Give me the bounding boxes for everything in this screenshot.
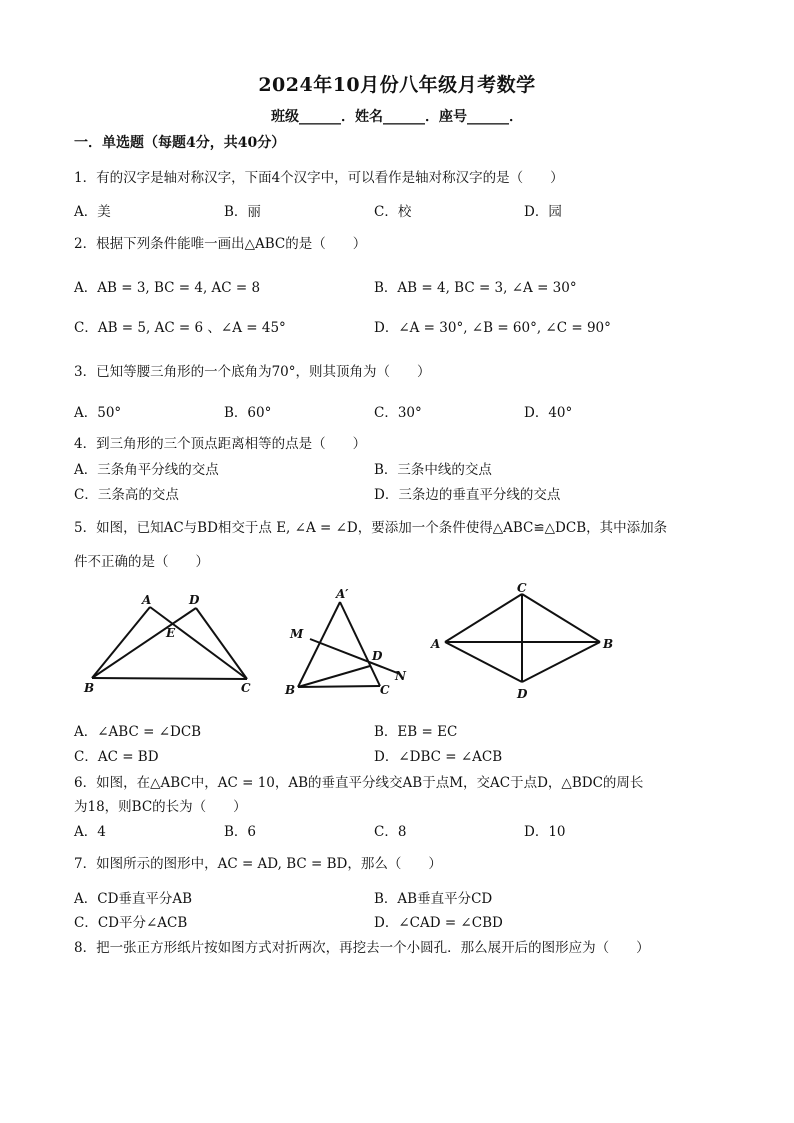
fig2-label-c: C — [380, 683, 390, 697]
fig1-label-e: E — [166, 626, 176, 640]
question-2-option-d: D．∠A = 30°, ∠B = 60°, ∠C = 90° — [374, 320, 611, 336]
question-1-option-a: A．美 — [74, 204, 111, 220]
question-5-option-d: D．∠DBC = ∠ACB — [374, 749, 503, 765]
question-3-option-b: B．60° — [224, 405, 272, 421]
question-6-stem-line1: 6．如图，在△ABC中，AC = 10，AB的垂直平分线交AB于点M，交AC于点D，△BDC的周长 — [74, 775, 644, 791]
question-6-option-a: A．4 — [74, 824, 106, 840]
question-8-stem: 8．把一张正方形纸片按如图方式对折两次，再挖去一个小圆孔．那么展开后的图形应为（ ） — [74, 940, 650, 956]
question-1-option-c: C．校 — [374, 204, 412, 220]
fig1-label-a: A — [142, 593, 152, 607]
fig1-label-c: C — [241, 681, 251, 695]
question-7-option-c: C．CD平分∠ACB — [74, 915, 188, 931]
question-2-option-b: B．AB = 4, BC = 3, ∠A = 30° — [374, 280, 577, 296]
question-4-option-b: B．三条中线的交点 — [374, 462, 492, 478]
page-title: 2024年10月份八年级月考数学 — [258, 74, 536, 96]
student-info-line: 班级______．姓名______．座号______． — [271, 109, 523, 125]
fig2-label-m: M — [290, 627, 304, 641]
fig3-label-a: A — [431, 637, 441, 651]
fig2-label-b: B — [285, 683, 296, 697]
fig3-label-b: B — [603, 637, 614, 651]
fig1-label-b: B — [84, 681, 95, 695]
fig3-label-d: D — [517, 687, 528, 701]
question-6-option-c: C．8 — [374, 824, 407, 840]
question-1-stem: 1．有的汉字是轴对称汉字，下面4个汉字中，可以看作是轴对称汉字的是（ ） — [74, 170, 564, 186]
figure-2-perpendicular-bisector — [282, 582, 417, 702]
question-2-option-a: A．AB = 3, BC = 4, AC = 8 — [74, 280, 261, 296]
question-4-stem: 4．到三角形的三个顶点距离相等的点是（ ） — [74, 436, 367, 452]
figure-1-triangles — [80, 590, 260, 700]
fig2-label-d: D — [372, 649, 383, 663]
question-5-stem-line2: 件不正确的是（ ） — [74, 554, 209, 570]
fig2-label-a-prime: A′ — [336, 587, 349, 601]
question-3-stem: 3．已知等腰三角形的一个底角为70°，则其顶角为（ ） — [74, 364, 431, 380]
question-7-option-b: B．AB垂直平分CD — [374, 891, 493, 907]
question-4-option-c: C．三条高的交点 — [74, 487, 179, 503]
question-3-option-c: C．30° — [374, 405, 422, 421]
fig3-label-c: C — [517, 581, 527, 595]
fig2-label-n: N — [395, 669, 406, 683]
question-6-option-d: D．10 — [524, 824, 566, 840]
question-1-option-b: B．丽 — [224, 204, 261, 220]
question-4-option-a: A．三条角平分线的交点 — [74, 462, 219, 478]
question-7-option-d: D．∠CAD = ∠CBD — [374, 915, 503, 931]
question-6-option-b: B．6 — [224, 824, 257, 840]
question-1-option-d: D．园 — [524, 204, 562, 220]
fig1-label-d: D — [189, 593, 200, 607]
question-5-stem-line1: 5．如图，已知AC与BD相交于点 E, ∠A = ∠D，要添加一个条件使得△ABC≌△DCB，其中添加条 — [74, 520, 668, 536]
question-7-option-a: A．CD垂直平分AB — [74, 891, 193, 907]
question-3-option-a: A．50° — [74, 405, 122, 421]
question-2-stem: 2．根据下列条件能唯一画出△ABC的是（ ） — [74, 236, 367, 252]
question-5-option-b: B．EB = EC — [374, 724, 458, 740]
question-5-option-c: C．AC = BD — [74, 749, 159, 765]
question-7-stem: 7．如图所示的图形中，AC = AD, BC = BD，那么（ ） — [74, 856, 442, 872]
figure-3-kite — [425, 580, 625, 705]
question-5-option-a: A．∠ABC = ∠DCB — [74, 724, 202, 740]
section-heading: 一．单选题（每题4分，共40分） — [74, 135, 286, 151]
question-4-option-d: D．三条边的垂直平分线的交点 — [374, 487, 561, 503]
question-6-stem-line2: 为18，则BC的长为（ ） — [74, 799, 247, 815]
question-2-option-c: C．AB = 5, AC = 6 、∠A = 45° — [74, 320, 286, 336]
question-3-option-d: D．40° — [524, 405, 573, 421]
